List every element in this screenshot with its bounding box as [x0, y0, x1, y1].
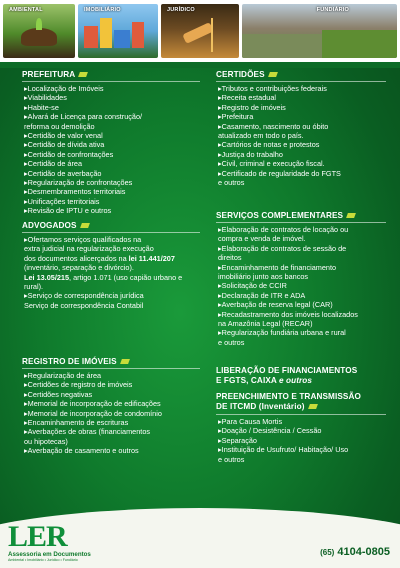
list-item: ▸Certidão de área — [24, 159, 83, 169]
list-item: ▸Unificações territoriais — [24, 196, 100, 206]
list-item: ▸Averbações de obras (financiamentos — [24, 427, 151, 437]
list-item: ▸Tributos e contribuições federais — [218, 84, 327, 93]
section-title-registro: REGISTRO DE IMÓVEIS — [22, 357, 129, 366]
scale-image — [211, 18, 213, 52]
building-image — [100, 18, 112, 48]
list-item: ▸Averbação de reserva legal (CAR) — [218, 300, 333, 310]
logo-mark: LER — [8, 520, 67, 553]
list-item: ▸Cartórios de notas e protestos — [218, 140, 320, 150]
building-image — [132, 22, 144, 48]
footer — [0, 508, 400, 568]
panel-ambiental — [3, 4, 75, 58]
section-title-advogados: ADVOGADOS — [22, 221, 89, 230]
section-title-itcmd: PREENCHIMENTO E TRANSMISSÃO DE ITCMD (Inventário) — [216, 392, 361, 411]
list-item: ▸Regularização de confrontações — [24, 178, 133, 188]
complementares-list — [218, 225, 390, 347]
list-item: imobiliário junto aos bancos — [218, 272, 309, 282]
list-item: ou hipotecas) — [24, 436, 68, 446]
top-banner — [0, 0, 400, 62]
list-item: ▸Registro de imóveis — [218, 102, 286, 112]
list-item: ▸Desmembramentos territoriais — [24, 187, 126, 197]
list-item: ▸Para Causa Mortis — [218, 417, 283, 426]
list-item: ▸Casamento, nascimento ou óbito — [218, 121, 329, 131]
section-title-prefeitura: PREFEITURA — [22, 70, 87, 79]
list-item: ▸Certidões negativas — [24, 389, 93, 399]
list-item: ▸Certidão de confrontações — [24, 149, 114, 159]
list-item: ▸Viabilidades — [24, 93, 67, 103]
section-divider — [22, 368, 200, 369]
list-item: na Amazônia Legal (RECAR) — [218, 319, 313, 329]
list-item: ▸Justiça do trabalho — [218, 149, 283, 159]
panel-juridico — [161, 4, 239, 58]
building-image — [84, 26, 98, 48]
list-item: ▸Alvará de Licença para construção/ — [24, 112, 143, 122]
list-item: ▸Certificado de regularidade do FGTS — [218, 168, 341, 178]
farmland-image — [322, 30, 397, 58]
list-item: ▸Elaboração de contratos de locação ou — [218, 225, 349, 234]
prefeitura-list — [24, 84, 204, 216]
certidoes-list — [218, 84, 390, 187]
panel-fundiario — [242, 4, 397, 58]
itcmd-list — [218, 417, 390, 464]
list-item: ▸Certidões de registro de imóveis — [24, 380, 133, 390]
list-item: ▸Certidão de valor venal — [24, 131, 103, 141]
list-item: ▸Civil, criminal e execução fiscal. — [218, 159, 325, 169]
phone-area-code: (65) — [320, 548, 335, 557]
list-item: ▸Encaminhamento de financiamento — [218, 262, 337, 272]
list-item: ▸Receita estadual — [218, 93, 277, 103]
gavel-image — [182, 22, 213, 44]
panel-imobiliario — [78, 4, 158, 58]
list-item: e outros — [218, 454, 245, 464]
list-item: ▸Memorial de incorporação de condomínio — [24, 408, 162, 418]
building-image — [114, 30, 130, 48]
list-item: compra e venda de imóvel. — [218, 234, 306, 244]
section-divider — [216, 222, 386, 223]
list-item: ▸Certidão de averbação — [24, 168, 102, 178]
logo-subtitle: Assessoria em Documentos — [8, 551, 91, 558]
panel-label: AMBIENTAL — [9, 7, 43, 13]
list-item: ▸Regularização fundiária urbana e rural — [218, 328, 346, 338]
list-item: ▸Separação — [218, 435, 257, 445]
list-item: ▸Solicitação de CCIR — [218, 281, 287, 291]
section-divider — [216, 81, 386, 82]
registro-list — [24, 371, 204, 456]
city-aerial-image — [242, 34, 322, 58]
logo-tagline: Ambiental • Imobiliário • Jurídico • Fundiário — [8, 558, 78, 562]
list-item: reforma ou demolição — [24, 121, 95, 131]
section-title-complementares: SERVIÇOS COMPLEMENTARES — [216, 211, 355, 220]
banner-divider — [0, 62, 400, 68]
section-title-certidoes: CERTIDÕES — [216, 70, 277, 79]
list-item: ▸Instituição de Usufruto/ Habitação/ Uso — [218, 445, 349, 455]
list-item: ▸Doação / Desistência / Cessão — [218, 426, 322, 436]
advogados-text: ▸Ofertamos serviços qualificados na extra judicial na regularização execução dos documentos alicerçados na lei 11.441/207 (inventário, separação e divórcio). Lei 13.05/215, artigo 1.071 (uso capião urbano e rural). ▸Serviço de correspondência jurídica Serviço de correspondência Contabil — [24, 235, 183, 310]
list-item: ▸Localização de Imóveis — [24, 84, 104, 93]
list-item: ▸Elaboração de contratos de sessão de — [218, 243, 347, 253]
list-item: ▸Prefeitura — [218, 112, 254, 122]
list-item: ▸Memorial de incorporação de edificações — [24, 399, 161, 409]
sprout-image — [36, 18, 42, 30]
list-item: ▸Revisão de IPTU e outros — [24, 206, 112, 216]
list-item: ▸Averbação de casamento e outros — [24, 446, 139, 456]
phone-number[interactable] — [320, 546, 390, 558]
section-divider — [22, 81, 200, 82]
list-item: ▸Encaminhamento de escrituras — [24, 418, 129, 428]
list-item: ▸Recadastramento dos imóveis localizados — [218, 309, 358, 319]
list-item: atualizado em todo o país. — [218, 131, 304, 141]
section-divider — [216, 414, 386, 415]
panel-label: FUNDIÁRIO — [316, 7, 349, 13]
list-item: ▸Declaração de ITR e ADA — [218, 290, 306, 300]
company-logo — [8, 520, 91, 562]
list-item: ▸Certidão de dívida ativa — [24, 140, 105, 150]
list-item: e outros — [218, 178, 245, 188]
list-item: ▸Regularização de área — [24, 371, 102, 380]
phone-digits: 4104-0805 — [337, 546, 390, 558]
section-divider — [22, 232, 200, 233]
hands-soil-image — [21, 28, 57, 46]
list-item: e outros — [218, 337, 245, 347]
list-item: ▸Habite-se — [24, 102, 59, 112]
section-title-liberacao: LIBERAÇÃO DE FINANCIAMENTOS E FGTS, CAIXA e outros — [216, 366, 358, 385]
list-item: direitos — [218, 253, 242, 263]
panel-label: IMOBILIÁRIO — [84, 7, 121, 13]
panel-label: JURÍDICO — [167, 7, 195, 13]
